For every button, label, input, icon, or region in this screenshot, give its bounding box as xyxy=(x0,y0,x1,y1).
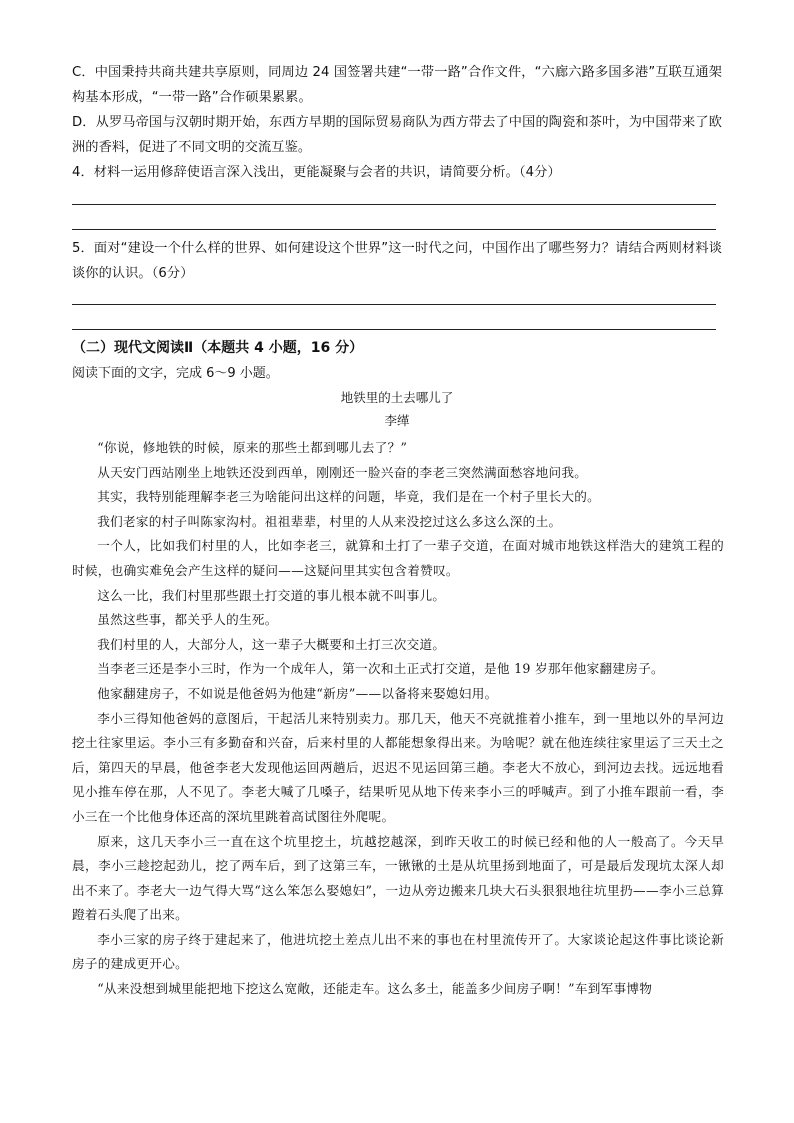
article-paragraph: “你说，修地铁的时候，原来的那些土都到哪儿去了？” xyxy=(97,440,408,455)
answer-line-q4-2[interactable] xyxy=(72,229,716,230)
question-4: 4．材料一运用修辞使语言深入浅出，更能凝聚与会者的共识，请简要分析。（4分） xyxy=(72,165,561,180)
article-paragraph: 一个人，比如我们村里的人，比如李老三，就算和土打了一辈子交道，在面对城市地铁这样浩大的建筑工程的时候，也确实难免会产生这样的疑问——这疑问里其实包含着赞叹。 xyxy=(72,538,724,578)
answer-line-q5-1[interactable] xyxy=(72,304,716,305)
article-paragraph: 他家翻建房子，不如说是他爸妈为他建“新房”——以备将来娶媳妇用。 xyxy=(97,685,498,701)
answer-line-q5-2[interactable] xyxy=(72,329,716,330)
option-d: D．从罗马帝国与汉朝时期开始，东西方早期的国际贸易商队为西方带去了中国的陶瓷和茶叶，为中国带来了欧洲的香料，促进了不同文明的交流互鉴。 xyxy=(72,115,722,155)
article-paragraph: 我们村里的人，大部分人，这一辈子大概要和土打三次交道。 xyxy=(97,636,446,652)
article-paragraph: 李小三家的房子终于建起来了，他进坑挖土差点儿出不来的事也在村里流传开了。大家谈论起这件事比谈论新房子的建成更开心。 xyxy=(72,931,724,972)
article-paragraph: 这么一比，我们村里那些跟土打交道的事儿根本就不叫事儿。 xyxy=(97,587,446,603)
article-paragraph: 当李老三还是李小三时，作为一个成年人，第一次和土正式打交道，是他 19 岁那年他家翻建房子。 xyxy=(97,661,664,677)
option-c: C．中国秉持共商共建共享原则，同周边 24 国签署共建“一带一路”合作文件，“六廊六路多国多港”互联互通架构基本形成，“一带一路”合作硕果累累。 xyxy=(72,65,722,105)
article-paragraph: 我们老家的村子叫陈家沟村。祖祖辈辈，村里的人从来没挖过这么多这么深的土。 xyxy=(97,513,562,529)
article-paragraph: 其实，我特别能理解李老三为啥能问出这样的问题，毕竟，我们是在一个村子里长大的。 xyxy=(97,489,601,505)
section-heading: （二）现代文阅读Ⅱ（本题共 4 小题，16 分） xyxy=(72,340,364,356)
article-author: 李缂 xyxy=(384,413,410,428)
answer-line-q4-1[interactable] xyxy=(72,204,716,205)
article-body xyxy=(72,436,724,1002)
article-paragraph: 虽然这些事，都关乎人的生死。 xyxy=(97,612,278,628)
article-paragraph: 李小三得知他爸妈的意图后，干起活儿来特别卖力。那几天，他天不亮就推着小推车，到一里地以外的旱河边挖土往家里运。李小三有多勤奋和兴奋，后来村里的人都能想象得出来。为啥呢？就在他连续往家里运了三天土之后，第四天的早晨，他爸李老大发现他运回两趟后，迟迟不见运回第三趟。李老大不放心，到河边去找。远远地看见小推车停在那，人不见了。李老大喊了几嗓子，结果听见从地下传来李小三的呼喊声。到了小推车跟前一看，李小三在一个比他身体还高的深坑里跳着高试图往外爬呢。 xyxy=(72,710,724,824)
reading-instruction: 阅读下面的文字，完成 6～9 小题。 xyxy=(72,366,279,381)
article-paragraph: 原来，这几天李小三一直在这个坑里挖土，坑越挖越深，到昨天收工的时候已经和他的人一般高了。今天早晨，李小三趁挖起劲儿，挖了两车后，到了这第三车，一锹锹的土是从坑里扬到地面了，可是最后发现坑太深人却出不来了。李老大一边气得大骂“这么笨怎么娶媳妇”，一边从旁边搬来几块大石头狠狠地往坑里扔——李小三总算蹬着石头爬了出来。 xyxy=(72,833,724,923)
article-title: 地铁里的土去哪儿了 xyxy=(340,390,454,405)
article-paragraph: 从天安门西站刚坐上地铁还没到西单，刚刚还一脸兴奋的李老三突然满面愁容地问我。 xyxy=(97,464,588,480)
question-5: 5．面对“建设一个什么样的世界、如何建设这个世界”这一时代之问，中国作出了哪些努力？请结合两则材料谈谈你的认识。（6分） xyxy=(72,241,722,281)
article-paragraph: “从来没想到城里能把地下挖这么宽敞，还能走车。这么多土，能盖多少间房子啊！”车到军事博物 xyxy=(97,981,653,997)
